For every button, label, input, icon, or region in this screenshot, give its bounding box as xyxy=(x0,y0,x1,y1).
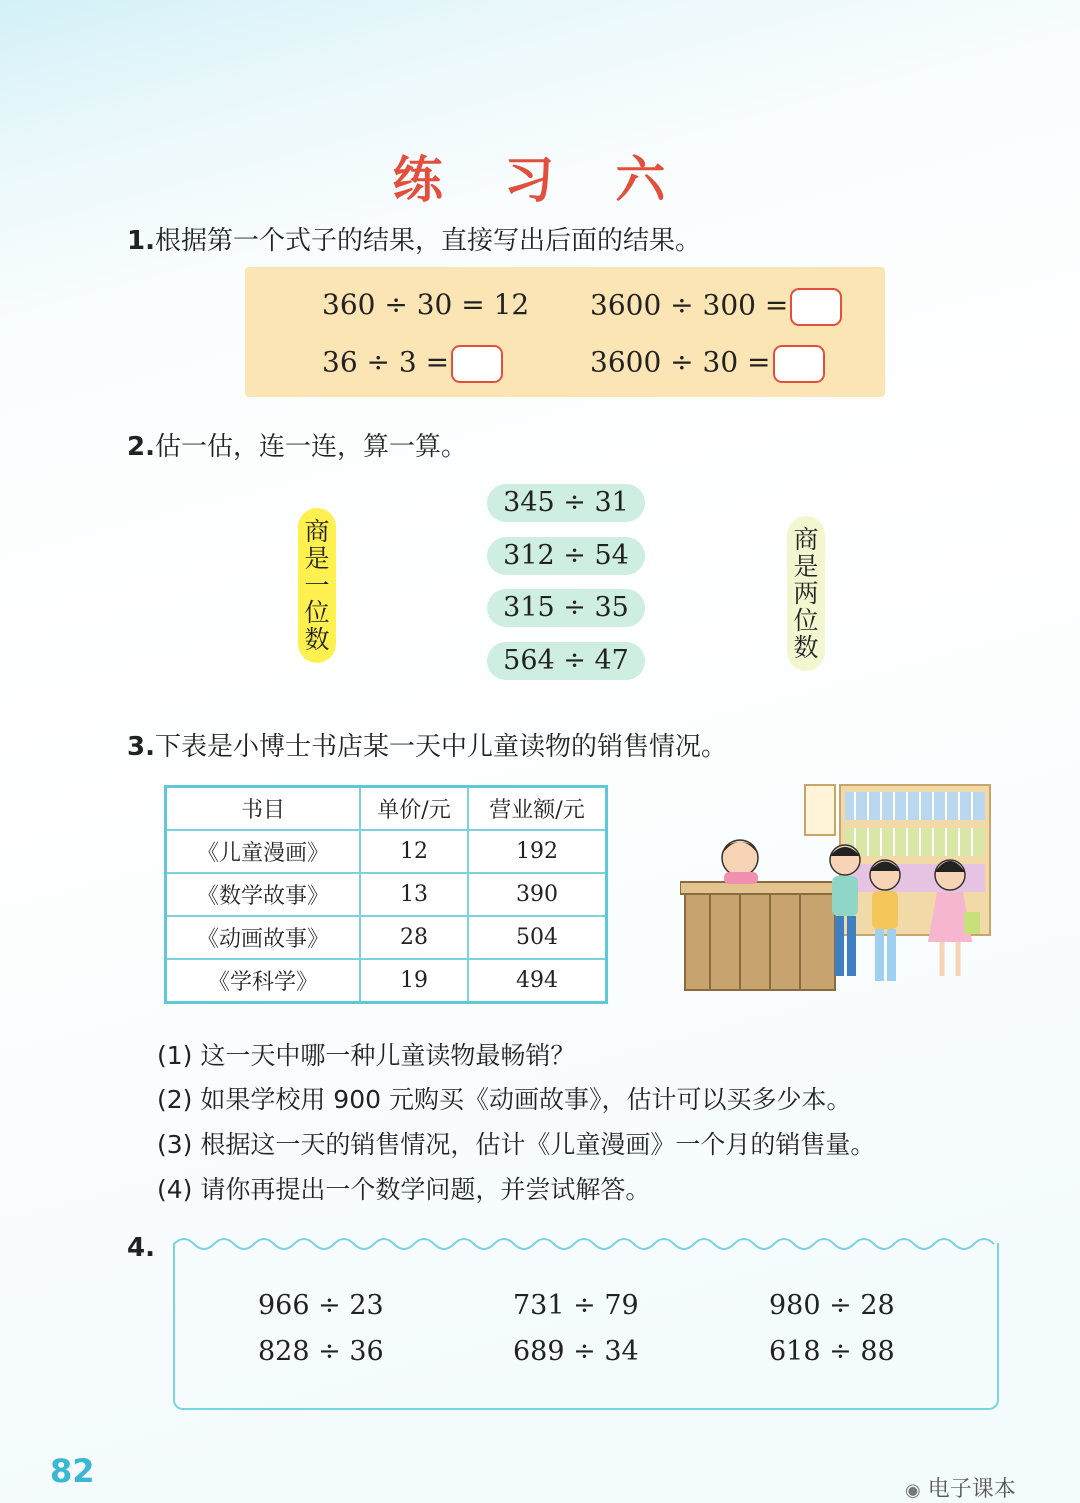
answer-blank[interactable] xyxy=(773,345,825,383)
child-icon xyxy=(870,860,900,981)
table-cell: 28 xyxy=(360,916,468,959)
question-4-box xyxy=(173,1243,999,1410)
division-pill[interactable]: 345 ÷ 31 xyxy=(487,484,645,522)
question-4-number: 4. xyxy=(127,1233,155,1263)
question-3-number: 3. xyxy=(127,732,155,762)
calc-item: 689 ÷ 34 xyxy=(513,1336,639,1367)
table-header: 单价/元 xyxy=(360,787,468,831)
calc-item: 980 ÷ 28 xyxy=(769,1290,895,1321)
sales-table xyxy=(164,785,608,1004)
equation-3: 36 ÷ 3 = xyxy=(322,345,503,383)
question-2-number: 2. xyxy=(127,432,155,462)
calc-item: 731 ÷ 79 xyxy=(513,1290,639,1321)
answer-blank[interactable] xyxy=(790,288,842,326)
calc-item: 828 ÷ 36 xyxy=(258,1336,384,1367)
table-cell: 19 xyxy=(360,959,468,1003)
table-cell: 12 xyxy=(360,830,468,873)
question-4 xyxy=(127,1233,155,1263)
table-header: 营业额/元 xyxy=(468,787,607,831)
question-2 xyxy=(127,426,467,463)
answer-blank[interactable] xyxy=(451,345,503,383)
bookstore-illustration xyxy=(680,780,1000,1000)
label-one-digit-quotient: 商是一位数 xyxy=(298,508,336,663)
calc-item: 966 ÷ 23 xyxy=(258,1290,384,1321)
table-cell: 《儿童漫画》 xyxy=(166,830,361,873)
table-cell: 494 xyxy=(468,959,607,1003)
equation-4: 3600 ÷ 30 = xyxy=(590,345,825,383)
subquestion-3: (3) 根据这一天的销售情况，估计《儿童漫画》一个月的销售量。 xyxy=(157,1130,876,1159)
counter-icon xyxy=(680,882,840,990)
table-cell: 192 xyxy=(468,830,607,873)
clerk-icon xyxy=(722,840,758,884)
table-cell: 504 xyxy=(468,916,607,959)
table-header-row xyxy=(166,787,607,831)
table-cell: 《动画故事》 xyxy=(166,916,361,959)
equation-2: 3600 ÷ 300 = xyxy=(590,288,842,326)
subquestion-1: (1) 这一天中哪一种儿童读物最畅销？ xyxy=(157,1041,576,1070)
subquestion-2: (2) 如果学校用 900 元购买《动画故事》，估计可以买多少本。 xyxy=(157,1085,852,1114)
question-1-number: 1. xyxy=(127,226,155,256)
table-row xyxy=(166,916,607,959)
table-row xyxy=(166,959,607,1003)
question-2-text: 估一估，连一连，算一算。 xyxy=(154,432,467,462)
watermark-text: 电子课本 xyxy=(927,1477,1016,1502)
division-pill[interactable]: 312 ÷ 54 xyxy=(487,537,645,575)
table-cell: 13 xyxy=(360,873,468,916)
question-3 xyxy=(127,726,727,763)
subquestion-4: (4) 请你再提出一个数学问题，并尝试解答。 xyxy=(157,1175,651,1204)
question-1-text: 根据第一个式子的结果，直接写出后面的结果。 xyxy=(154,226,701,256)
table-cell: 《数学故事》 xyxy=(166,873,361,916)
equation-1: 360 ÷ 30 = 12 xyxy=(322,288,530,321)
table-header: 书目 xyxy=(166,787,361,831)
watermark xyxy=(905,1472,1016,1503)
division-pill[interactable]: 564 ÷ 47 xyxy=(487,642,645,680)
label-two-digit-quotient: 商是两位数 xyxy=(787,516,825,671)
table-row xyxy=(166,873,607,916)
question-1 xyxy=(127,220,701,257)
question-3-text: 下表是小博士书店某一天中儿童读物的销售情况。 xyxy=(154,732,727,762)
table-cell: 390 xyxy=(468,873,607,916)
chat-icon: ◉ xyxy=(905,1480,921,1501)
division-pill[interactable]: 315 ÷ 35 xyxy=(487,589,645,627)
page-number: 82 xyxy=(50,1452,95,1490)
table-row xyxy=(166,830,607,873)
calc-item: 618 ÷ 88 xyxy=(769,1336,895,1367)
table-cell: 《学科学》 xyxy=(166,959,361,1003)
exercise-title: 练 习 六 xyxy=(392,151,688,209)
